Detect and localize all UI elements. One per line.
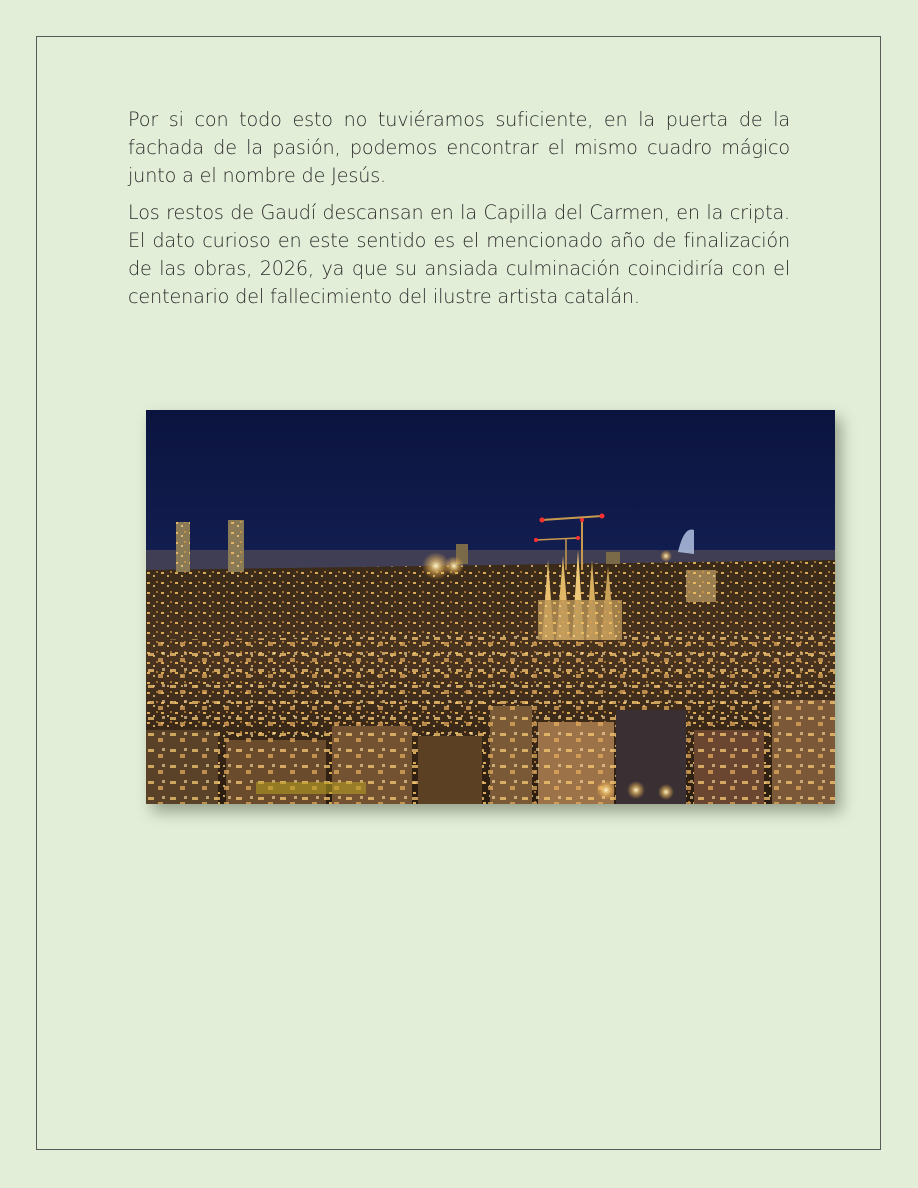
body-text: [128, 106, 790, 321]
barcelona-night-photo: [146, 410, 835, 804]
city-skyline-illustration: [146, 410, 835, 804]
paragraph-1: Por si con todo esto no tuviéramos suficiente, en la puerta de la fachada de la pasión, podemos encontrar el mismo cuadro mágico junto a el nombre de Jesús.: [128, 108, 790, 187]
paragraph-2: Los restos de Gaudí descansan en la Capilla del Carmen, en la cripta. El dato curioso en este sentido es el mencionado año de finalización de las obras, 2026, ya que su ansiada culminación coincidiría con el centenario del fallecimiento del ilustre artista catalán.: [128, 201, 790, 308]
